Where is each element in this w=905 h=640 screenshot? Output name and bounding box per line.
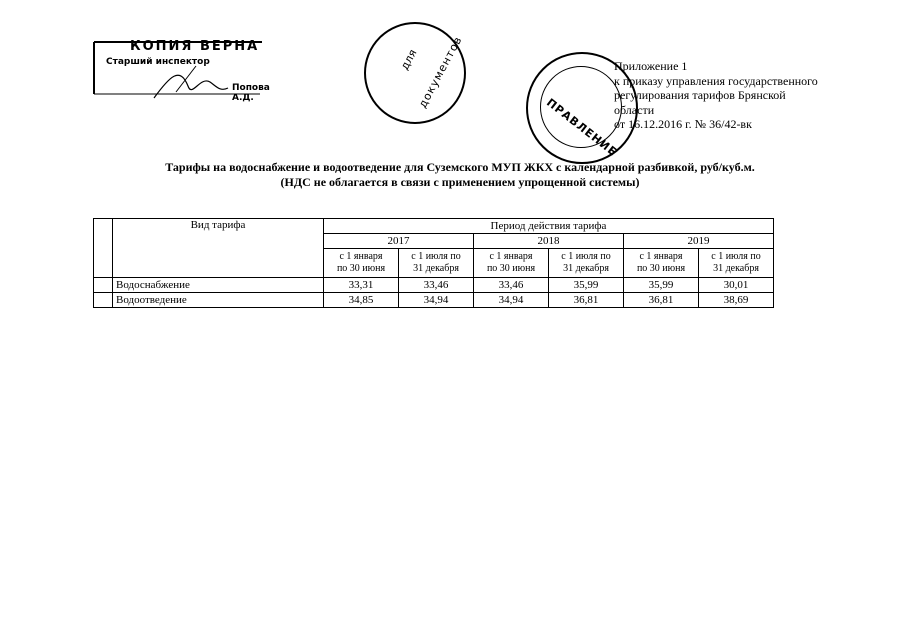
period-line: с 1 июля по bbox=[411, 251, 461, 262]
row-label: Водоснабжение bbox=[113, 278, 324, 293]
period-line: по 30 июня bbox=[336, 263, 386, 274]
period-line: с 1 января bbox=[489, 251, 533, 262]
value-cell: 35,99 bbox=[549, 278, 624, 293]
title-line: (НДС не облагается в связи с применением упрощенной системы) bbox=[280, 175, 640, 189]
table-cell bbox=[94, 219, 113, 278]
appendix-header bbox=[614, 59, 818, 132]
period-line: с 1 июля по bbox=[711, 251, 761, 262]
period-line: 31 декабря bbox=[413, 263, 459, 274]
period-line: с 1 января bbox=[339, 251, 383, 262]
document-title bbox=[100, 160, 820, 190]
period-line: по 30 июня bbox=[486, 263, 536, 274]
period-header: Период действия тарифа bbox=[324, 219, 774, 234]
period-cell bbox=[399, 249, 474, 278]
period-line: по 30 июня bbox=[636, 263, 686, 274]
value-cell: 36,81 bbox=[549, 293, 624, 308]
year-header: 2018 bbox=[474, 234, 624, 249]
value-cell: 33,46 bbox=[399, 278, 474, 293]
value-cell: 38,69 bbox=[699, 293, 774, 308]
period-line: с 1 января bbox=[639, 251, 683, 262]
title-line: Тарифы на водоснабжение и водоотведение для Суземского МУП ЖКХ с календарной разбивкой, руб/куб.м. bbox=[165, 160, 755, 174]
value-cell: 35,99 bbox=[624, 278, 699, 293]
table-header-row bbox=[94, 219, 774, 234]
appendix-line: Приложение 1 bbox=[614, 59, 688, 73]
table-row bbox=[94, 293, 774, 308]
seal-center-text: ПРАВЛЕНИЕ bbox=[543, 96, 620, 160]
period-line: 31 декабря bbox=[713, 263, 759, 274]
table-row bbox=[94, 278, 774, 293]
table-cell bbox=[94, 293, 113, 308]
for-documents-stamp bbox=[360, 18, 468, 126]
stamp-copy-name: Попова А.Д. bbox=[232, 83, 270, 103]
appendix-line: от 16.12.2016 г. № 36/42-вк bbox=[614, 117, 752, 131]
appendix-line: к приказу управления государственного bbox=[614, 73, 818, 88]
stamp-docs-line2: документов bbox=[416, 33, 465, 111]
copy-certified-stamp bbox=[92, 36, 280, 118]
tariff-table bbox=[93, 218, 774, 308]
appendix-line: области bbox=[614, 102, 655, 117]
period-cell bbox=[699, 249, 774, 278]
period-line: 31 декабря bbox=[563, 263, 609, 274]
value-cell: 36,81 bbox=[624, 293, 699, 308]
period-cell bbox=[474, 249, 549, 278]
value-cell: 30,01 bbox=[699, 278, 774, 293]
period-cell bbox=[549, 249, 624, 278]
table-cell bbox=[94, 278, 113, 293]
value-cell: 34,94 bbox=[399, 293, 474, 308]
stamp-copy-title: КОПИЯ ВЕРНА bbox=[130, 39, 260, 54]
period-line: с 1 июля по bbox=[561, 251, 611, 262]
value-cell: 33,46 bbox=[474, 278, 549, 293]
period-cell bbox=[624, 249, 699, 278]
value-cell: 34,85 bbox=[324, 293, 399, 308]
value-cell: 34,94 bbox=[474, 293, 549, 308]
period-cell bbox=[324, 249, 399, 278]
appendix-line: регулирования тарифов Брянской bbox=[614, 88, 786, 102]
row-label: Водоотведение bbox=[113, 293, 324, 308]
stamp-docs-line1: для bbox=[398, 47, 420, 73]
stamp-copy-role: Старший инспектор bbox=[106, 57, 210, 67]
tariff-type-header: Вид тарифа bbox=[113, 219, 324, 278]
year-header: 2017 bbox=[324, 234, 474, 249]
value-cell: 33,31 bbox=[324, 278, 399, 293]
year-header: 2019 bbox=[624, 234, 774, 249]
